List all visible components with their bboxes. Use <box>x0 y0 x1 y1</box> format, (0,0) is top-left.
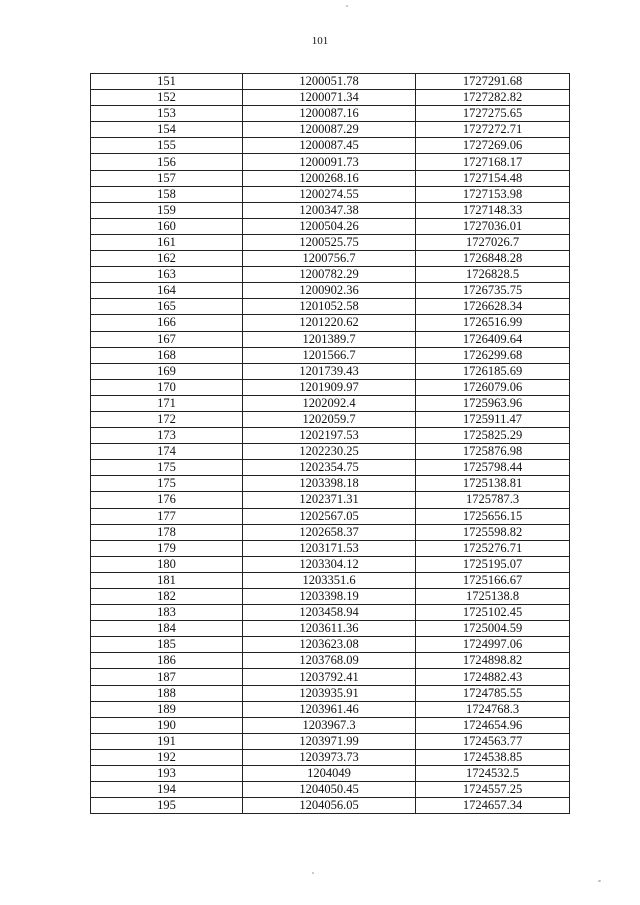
x-coordinate-cell: 1200504.26 <box>243 218 416 234</box>
table-row <box>91 315 570 331</box>
x-coordinate-cell: 1204056.05 <box>243 798 416 814</box>
x-coordinate-cell: 1200525.75 <box>243 234 416 250</box>
y-coordinate-cell: 1727291.68 <box>416 74 570 90</box>
table-row <box>91 669 570 685</box>
table-row <box>91 347 570 363</box>
x-coordinate-cell: 1202230.25 <box>243 444 416 460</box>
y-coordinate-cell: 1724898.82 <box>416 653 570 669</box>
point-number-cell: 162 <box>91 251 243 267</box>
table-row <box>91 733 570 749</box>
table-row <box>91 331 570 347</box>
y-coordinate-cell: 1727148.33 <box>416 202 570 218</box>
x-coordinate-cell: 1203398.19 <box>243 589 416 605</box>
table-row <box>91 492 570 508</box>
x-coordinate-cell: 1203623.08 <box>243 637 416 653</box>
x-coordinate-cell: 1202567.05 <box>243 508 416 524</box>
y-coordinate-cell: 1726185.69 <box>416 363 570 379</box>
table-row <box>91 138 570 154</box>
y-coordinate-cell: 1726079.06 <box>416 379 570 395</box>
table-row <box>91 106 570 122</box>
table-row <box>91 283 570 299</box>
y-coordinate-cell: 1725138.8 <box>416 589 570 605</box>
point-number-cell: 189 <box>91 701 243 717</box>
point-number-cell: 173 <box>91 428 243 444</box>
x-coordinate-cell: 1201052.58 <box>243 299 416 315</box>
scan-speck <box>312 872 314 874</box>
point-number-cell: 164 <box>91 283 243 299</box>
x-coordinate-cell: 1204049 <box>243 766 416 782</box>
table-row <box>91 218 570 234</box>
y-coordinate-cell: 1724557.25 <box>416 782 570 798</box>
y-coordinate-cell: 1725102.45 <box>416 605 570 621</box>
x-coordinate-cell: 1200268.16 <box>243 170 416 186</box>
x-coordinate-cell: 1202059.7 <box>243 411 416 427</box>
point-number-cell: 170 <box>91 379 243 395</box>
table-row <box>91 621 570 637</box>
point-number-cell: 190 <box>91 717 243 733</box>
x-coordinate-cell: 1200087.29 <box>243 122 416 138</box>
y-coordinate-cell: 1725963.96 <box>416 395 570 411</box>
point-number-cell: 185 <box>91 637 243 653</box>
table-row <box>91 395 570 411</box>
table-row <box>91 782 570 798</box>
point-number-cell: 166 <box>91 315 243 331</box>
point-number-cell: 188 <box>91 685 243 701</box>
x-coordinate-cell: 1200051.78 <box>243 74 416 90</box>
point-number-cell: 176 <box>91 492 243 508</box>
point-number-cell: 165 <box>91 299 243 315</box>
y-coordinate-cell: 1725787.3 <box>416 492 570 508</box>
x-coordinate-cell: 1203961.46 <box>243 701 416 717</box>
y-coordinate-cell: 1724563.77 <box>416 733 570 749</box>
y-coordinate-cell: 1724654.96 <box>416 717 570 733</box>
table-row <box>91 556 570 572</box>
y-coordinate-cell: 1725166.67 <box>416 572 570 588</box>
page-number: 101 <box>311 35 329 47</box>
y-coordinate-cell: 1725911.47 <box>416 411 570 427</box>
table-row <box>91 234 570 250</box>
table-row <box>91 170 570 186</box>
point-number-cell: 163 <box>91 267 243 283</box>
x-coordinate-cell: 1201389.7 <box>243 331 416 347</box>
x-coordinate-cell: 1203171.53 <box>243 540 416 556</box>
x-coordinate-cell: 1200071.34 <box>243 90 416 106</box>
point-number-cell: 174 <box>91 444 243 460</box>
point-number-cell: 182 <box>91 589 243 605</box>
table-row <box>91 74 570 90</box>
table-row <box>91 411 570 427</box>
y-coordinate-cell: 1725656.15 <box>416 508 570 524</box>
y-coordinate-cell: 1725004.59 <box>416 621 570 637</box>
table-row <box>91 717 570 733</box>
point-number-cell: 180 <box>91 556 243 572</box>
x-coordinate-cell: 1201909.97 <box>243 379 416 395</box>
point-number-cell: 178 <box>91 524 243 540</box>
point-number-cell: 184 <box>91 621 243 637</box>
y-coordinate-cell: 1727282.82 <box>416 90 570 106</box>
x-coordinate-cell: 1203935.91 <box>243 685 416 701</box>
y-coordinate-cell: 1726828.5 <box>416 267 570 283</box>
y-coordinate-cell: 1727026.7 <box>416 234 570 250</box>
coordinate-table <box>90 73 570 814</box>
x-coordinate-cell: 1203398.18 <box>243 476 416 492</box>
point-number-cell: 192 <box>91 749 243 765</box>
point-number-cell: 172 <box>91 411 243 427</box>
y-coordinate-cell: 1727168.17 <box>416 154 570 170</box>
point-number-cell: 169 <box>91 363 243 379</box>
point-number-cell: 157 <box>91 170 243 186</box>
table-row <box>91 476 570 492</box>
point-number-cell: 171 <box>91 395 243 411</box>
x-coordinate-cell: 1203768.09 <box>243 653 416 669</box>
point-number-cell: 154 <box>91 122 243 138</box>
point-number-cell: 179 <box>91 540 243 556</box>
y-coordinate-cell: 1727275.65 <box>416 106 570 122</box>
y-coordinate-cell: 1724657.34 <box>416 798 570 814</box>
table-row <box>91 251 570 267</box>
point-number-cell: 175 <box>91 476 243 492</box>
point-number-cell: 167 <box>91 331 243 347</box>
x-coordinate-cell: 1200347.38 <box>243 202 416 218</box>
y-coordinate-cell: 1727153.98 <box>416 186 570 202</box>
coordinate-table-body <box>91 74 570 814</box>
table-row <box>91 460 570 476</box>
y-coordinate-cell: 1724785.55 <box>416 685 570 701</box>
point-number-cell: 156 <box>91 154 243 170</box>
table-row <box>91 154 570 170</box>
y-coordinate-cell: 1725195.07 <box>416 556 570 572</box>
y-coordinate-cell: 1726409.64 <box>416 331 570 347</box>
y-coordinate-cell: 1724538.85 <box>416 749 570 765</box>
y-coordinate-cell: 1726516.99 <box>416 315 570 331</box>
y-coordinate-cell: 1725276.71 <box>416 540 570 556</box>
table-row <box>91 685 570 701</box>
x-coordinate-cell: 1203971.99 <box>243 733 416 749</box>
y-coordinate-cell: 1727269.06 <box>416 138 570 154</box>
x-coordinate-cell: 1200902.36 <box>243 283 416 299</box>
point-number-cell: 175 <box>91 460 243 476</box>
y-coordinate-cell: 1725825.29 <box>416 428 570 444</box>
x-coordinate-cell: 1203611.36 <box>243 621 416 637</box>
y-coordinate-cell: 1727036.01 <box>416 218 570 234</box>
point-number-cell: 168 <box>91 347 243 363</box>
y-coordinate-cell: 1724532.5 <box>416 766 570 782</box>
table-row <box>91 766 570 782</box>
point-number-cell: 151 <box>91 74 243 90</box>
y-coordinate-cell: 1724882.43 <box>416 669 570 685</box>
point-number-cell: 177 <box>91 508 243 524</box>
table-row <box>91 798 570 814</box>
y-coordinate-cell: 1725798.44 <box>416 460 570 476</box>
x-coordinate-cell: 1203304.12 <box>243 556 416 572</box>
y-coordinate-cell: 1726299.68 <box>416 347 570 363</box>
x-coordinate-cell: 1200756.7 <box>243 251 416 267</box>
x-coordinate-cell: 1201566.7 <box>243 347 416 363</box>
table-row <box>91 202 570 218</box>
table-row <box>91 524 570 540</box>
y-coordinate-cell: 1726848.28 <box>416 251 570 267</box>
point-number-cell: 186 <box>91 653 243 669</box>
x-coordinate-cell: 1203967.3 <box>243 717 416 733</box>
y-coordinate-cell: 1725598.82 <box>416 524 570 540</box>
point-number-cell: 193 <box>91 766 243 782</box>
point-number-cell: 195 <box>91 798 243 814</box>
table-row <box>91 444 570 460</box>
y-coordinate-cell: 1726735.75 <box>416 283 570 299</box>
point-number-cell: 158 <box>91 186 243 202</box>
table-row <box>91 379 570 395</box>
table-row <box>91 267 570 283</box>
x-coordinate-cell: 1204050.45 <box>243 782 416 798</box>
x-coordinate-cell: 1203792.41 <box>243 669 416 685</box>
y-coordinate-cell: 1727272.71 <box>416 122 570 138</box>
table-row <box>91 90 570 106</box>
table-row <box>91 605 570 621</box>
y-coordinate-cell: 1727154.48 <box>416 170 570 186</box>
x-coordinate-cell: 1202354.75 <box>243 460 416 476</box>
table-row <box>91 299 570 315</box>
x-coordinate-cell: 1202371.31 <box>243 492 416 508</box>
x-coordinate-cell: 1202092.4 <box>243 395 416 411</box>
point-number-cell: 181 <box>91 572 243 588</box>
point-number-cell: 187 <box>91 669 243 685</box>
x-coordinate-cell: 1203458.94 <box>243 605 416 621</box>
x-coordinate-cell: 1200782.29 <box>243 267 416 283</box>
point-number-cell: 152 <box>91 90 243 106</box>
scan-speck <box>598 880 601 882</box>
point-number-cell: 183 <box>91 605 243 621</box>
y-coordinate-cell: 1725138.81 <box>416 476 570 492</box>
table-row <box>91 122 570 138</box>
table-row <box>91 653 570 669</box>
point-number-cell: 161 <box>91 234 243 250</box>
table-row <box>91 508 570 524</box>
y-coordinate-cell: 1725876.98 <box>416 444 570 460</box>
x-coordinate-cell: 1200091.73 <box>243 154 416 170</box>
x-coordinate-cell: 1203973.73 <box>243 749 416 765</box>
x-coordinate-cell: 1203351.6 <box>243 572 416 588</box>
x-coordinate-cell: 1200087.16 <box>243 106 416 122</box>
table-row <box>91 749 570 765</box>
table-row <box>91 589 570 605</box>
coordinate-table-container <box>90 73 569 814</box>
x-coordinate-cell: 1202197.53 <box>243 428 416 444</box>
y-coordinate-cell: 1724997.06 <box>416 637 570 653</box>
x-coordinate-cell: 1201739.43 <box>243 363 416 379</box>
point-number-cell: 191 <box>91 733 243 749</box>
x-coordinate-cell: 1202658.37 <box>243 524 416 540</box>
x-coordinate-cell: 1201220.62 <box>243 315 416 331</box>
y-coordinate-cell: 1726628.34 <box>416 299 570 315</box>
scan-speck <box>346 5 348 7</box>
point-number-cell: 194 <box>91 782 243 798</box>
table-row <box>91 572 570 588</box>
table-row <box>91 637 570 653</box>
point-number-cell: 160 <box>91 218 243 234</box>
table-row <box>91 540 570 556</box>
point-number-cell: 153 <box>91 106 243 122</box>
x-coordinate-cell: 1200087.45 <box>243 138 416 154</box>
point-number-cell: 155 <box>91 138 243 154</box>
point-number-cell: 159 <box>91 202 243 218</box>
table-row <box>91 186 570 202</box>
y-coordinate-cell: 1724768.3 <box>416 701 570 717</box>
table-row <box>91 701 570 717</box>
table-row <box>91 363 570 379</box>
x-coordinate-cell: 1200274.55 <box>243 186 416 202</box>
table-row <box>91 428 570 444</box>
